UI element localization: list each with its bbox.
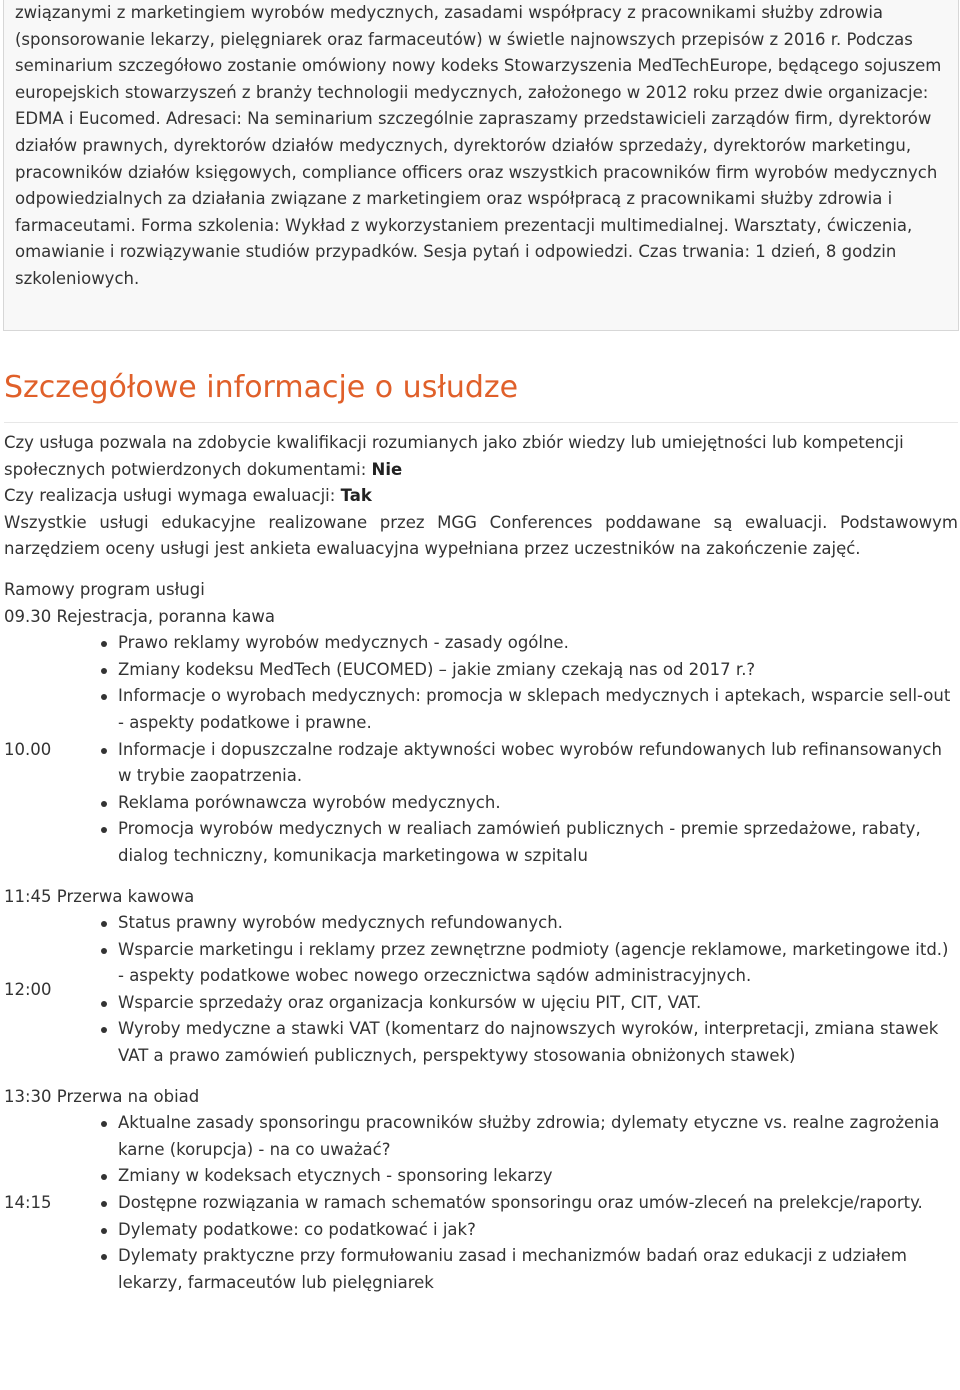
evaluation-row (4, 483, 958, 510)
topic-list (118, 1110, 958, 1296)
list-item: Prawo reklamy wyrobów medycznych - zasady ogólne. (118, 630, 958, 657)
list-item: Wsparcie sprzedaży oraz organizacja konkursów w ujęciu PIT, CIT, VAT. (118, 990, 958, 1017)
program-block-3 (4, 1110, 958, 1296)
list-item: Dylematy podatkowe: co podatkować i jak? (118, 1217, 958, 1244)
list-item: Dostępne rozwiązania w ramach schematów sponsoringu oraz umów-zleceń na prelekcje/raporty. (118, 1190, 958, 1217)
list-item: Wyroby medyczne a stawki VAT (komentarz do najnowszych wyroków, interpretacji, zmiana stawek VAT a prawo zamówień publicznych, perspektywy stosowania obniżonych stawek) (118, 1016, 958, 1069)
program-schedule (4, 604, 958, 1297)
qualification-answer: Nie (371, 459, 403, 479)
qualification-question: Czy usługa pozwala na zdobycie kwalifikacji rozumianych jako zbiór wiedzy lub umiejętności lub kompetencji społecznych potwierdzonych dokumentami: (4, 433, 904, 479)
list-item: Dylematy praktyczne przy formułowaniu zasad i mechanizmów badań oraz edukacji z udziałem lekarzy, farmaceutów lub pielęgniarek (118, 1243, 958, 1296)
block-time: 10.00 (4, 739, 52, 759)
topic-list (118, 630, 958, 869)
list-item: Informacje o wyrobach medycznych: promocja w sklepach medycznych i aptekach, wsparcie sell-out - aspekty podatkowe i prawne. (118, 683, 958, 736)
program-title: Ramowy program usługi (4, 579, 205, 599)
list-item: Status prawny wyrobów medycznych refundowanych. (118, 910, 958, 937)
registration-entry: 09.30 Rejestracja, poranna kawa (4, 606, 276, 626)
evaluation-answer: Tak (340, 486, 372, 506)
list-item: Reklama porównawcza wyrobów medycznych. (118, 790, 958, 817)
list-item: Promocja wyrobów medycznych w realiach zamówień publicznych - premie sprzedażowe, rabaty, dialog techniczny, komunikacja marketingowa w szpitalu (118, 816, 958, 869)
service-description-text: związanymi z marketingiem wyrobów medycznych, zasadami współpracy z pracownikami służby zdrowia (sponsorowanie lekarzy, pielęgniarek oraz farmaceutów) w świetle najnowszych przepisów z 2016 r. Podczas seminarium szczegółowo zostanie omówiony nowy kodeks Stowarzyszenia MedTechEurope, będącego sojuszem europejskich stowarzyszeń z branży technologii medycznych, założonego w 2012 roku przez dwie organizacje: EDMA i Eucomed. Adresaci: Na seminarium szczególnie zapraszamy przedstawicieli zarządów firm, dyrektorów działów prawnych, dyrektorów działów medycznych, dyrektorów działów sprzedaży, dyrektorów marketingu, pracowników działów księgowych, compliance officers oraz wszystkich pracowników firm wyrobów medycznych odpowiedzialnych za działania związane z marketingiem oraz współpracą z pracownikami służby zdrowia i farmaceutami. Forma szkolenia: Wykład z wykorzystaniem prezentacji multimedialnej. Warsztaty, ćwiczenia, omawianie i rozwiązywanie studiów przypadków. Sesja pytań i odpowiedzi. Czas trwania: 1 dzień, 8 godzin szkoleniowych. (15, 3, 942, 288)
program-block-2 (4, 910, 958, 1070)
program-block-1 (4, 630, 958, 869)
qualification-row (4, 430, 958, 483)
list-item: Zmiany kodeksu MedTech (EUCOMED) – jakie zmiany czekają nas od 2017 r.? (118, 657, 958, 684)
list-item: Aktualne zasady sponsoringu pracowników służby zdrowia; dylematy etyczne vs. realne zagrożenia karne (korupcja) - na co uważać? (118, 1110, 958, 1163)
block-time: 12:00 (4, 979, 52, 999)
service-info (4, 430, 958, 604)
block-time: 14:15 (4, 1193, 52, 1213)
lunch-break-entry: 13:30 Przerwa na obiad (4, 1086, 200, 1106)
coffee-break-entry: 11:45 Przerwa kawowa (4, 886, 195, 906)
section-title: Szczegółowe informacje o usłudze (4, 366, 958, 423)
list-item: Wsparcie marketingu i reklamy przez zewnętrzne podmioty (agencje reklamowe, marketingowe itd.) - aspekty podatkowe wobec nowego orzecznictwa sądów administracyjnych. (118, 937, 958, 990)
evaluation-question: Czy realizacja usługi wymaga ewaluacji: (4, 486, 341, 506)
list-item: Informacje i dopuszczalne rodzaje aktywności wobec wyrobów refundowanych lub refinansowanych w trybie zaopatrzenia. (118, 737, 958, 790)
topic-list (118, 910, 958, 1070)
service-description-box (3, 0, 959, 331)
list-item: Zmiany w kodeksach etycznych - sponsoring lekarzy (118, 1163, 958, 1190)
evaluation-note: Wszystkie usługi edukacyjne realizowane przez MGG Conferences poddawane są ewaluacji. Podstawowym narzędziem oceny usługi jest ankieta ewaluacyjna wypełniana przez uczestników na zakończenie zajęć. (4, 512, 958, 559)
